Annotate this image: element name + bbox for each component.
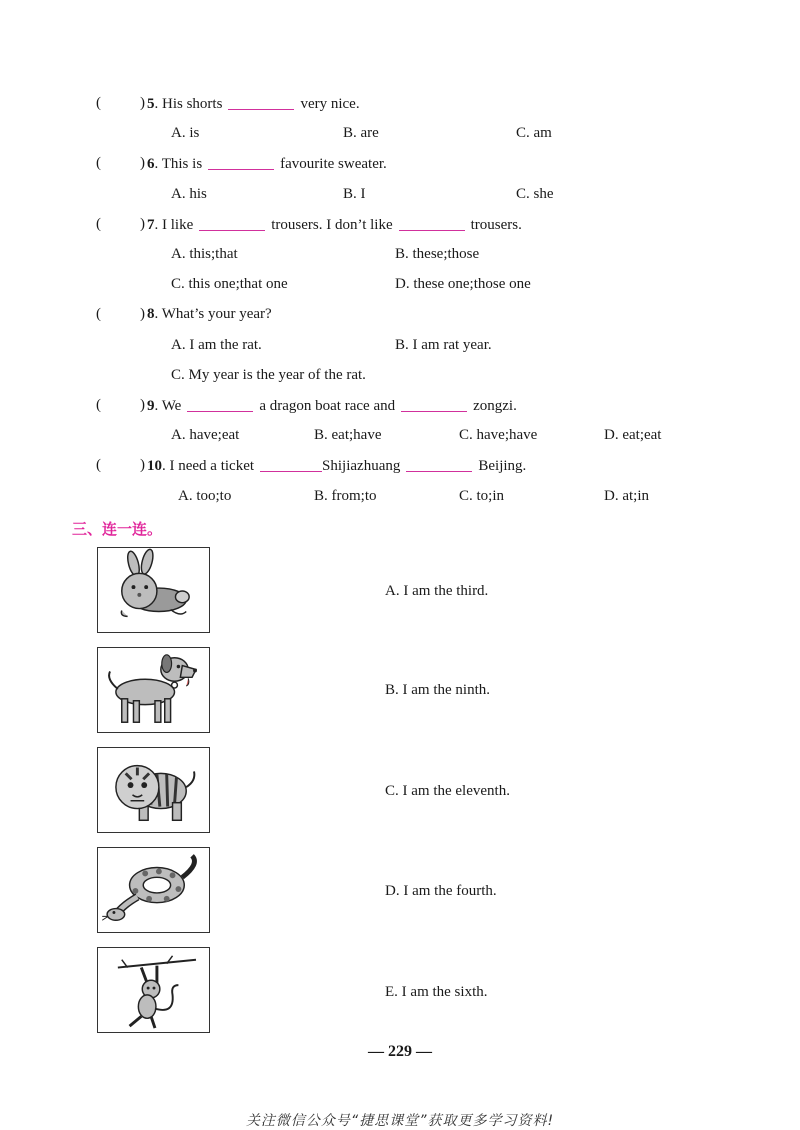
option-c: C. she — [516, 186, 554, 202]
snake-icon — [98, 848, 209, 932]
option-a: A. this;that — [171, 246, 238, 262]
option-c: C. My year is the year of the rat. — [171, 367, 366, 383]
match-option-e[interactable]: E. I am the sixth. — [385, 984, 488, 1000]
snake-picture[interactable] — [97, 847, 210, 933]
answer-blank[interactable] — [228, 95, 294, 110]
option-a: A. I am the rat. — [171, 337, 262, 353]
match-option-d[interactable]: D. I am the fourth. — [385, 883, 497, 899]
option-a: A. too;to — [178, 488, 232, 504]
option-d: D. these one;those one — [395, 276, 531, 292]
answer-blank[interactable] — [399, 216, 465, 231]
option-b: B. these;those — [395, 246, 480, 262]
match-option-b[interactable]: B. I am the ninth. — [385, 682, 490, 698]
dog-icon — [98, 648, 209, 732]
option-a: A. have;eat — [171, 427, 240, 443]
option-d: D. eat;eat — [604, 427, 662, 443]
section-title: 三、连一连。 — [72, 520, 163, 538]
question-5: 5. His shorts very nice. — [147, 96, 360, 112]
option-b: B. I am rat year. — [395, 337, 492, 353]
option-b: B. I — [343, 186, 366, 202]
answer-blank[interactable] — [199, 216, 265, 231]
option-b: B. are — [343, 125, 379, 141]
monkey-icon — [98, 948, 209, 1032]
answer-blank[interactable] — [187, 397, 253, 412]
option-b: B. from;to — [314, 488, 377, 504]
option-a: A. his — [171, 186, 207, 202]
answer-blank[interactable] — [260, 457, 322, 472]
option-a: A. is — [171, 125, 200, 141]
monkey-picture[interactable] — [97, 947, 210, 1033]
match-option-c[interactable]: C. I am the eleventh. — [385, 783, 510, 799]
option-c: C. have;have — [459, 427, 538, 443]
option-c: C. to;in — [459, 488, 505, 504]
option-c: C. am — [516, 125, 552, 141]
footer-note: 关注微信公众号“捷思课堂”获取更多学习资料! — [245, 1113, 555, 1129]
answer-blank[interactable] — [208, 155, 274, 170]
dog-picture[interactable] — [97, 647, 210, 733]
question-9: 9. We a dragon boat race and zongzi. — [147, 398, 517, 414]
tiger-picture[interactable] — [97, 747, 210, 833]
answer-blank[interactable] — [401, 397, 467, 412]
page-number: — 229 — — [368, 1043, 432, 1060]
rabbit-picture[interactable] — [97, 547, 210, 633]
question-10: 10. I need a ticket Shijiazhuang Beijing. — [147, 458, 527, 474]
question-7: 7. I like trousers. I don’t like trousers. — [147, 217, 522, 233]
option-b: B. eat;have — [314, 427, 382, 443]
option-c: C. this one;that one — [171, 276, 288, 292]
option-d: D. at;in — [604, 488, 649, 504]
tiger-icon — [98, 748, 209, 832]
question-8: 8. What’s your year? — [147, 306, 272, 322]
rabbit-icon — [98, 548, 209, 632]
answer-blank[interactable] — [406, 457, 472, 472]
match-option-a[interactable]: A. I am the third. — [385, 583, 489, 599]
question-6: 6. This is favourite sweater. — [147, 156, 387, 172]
